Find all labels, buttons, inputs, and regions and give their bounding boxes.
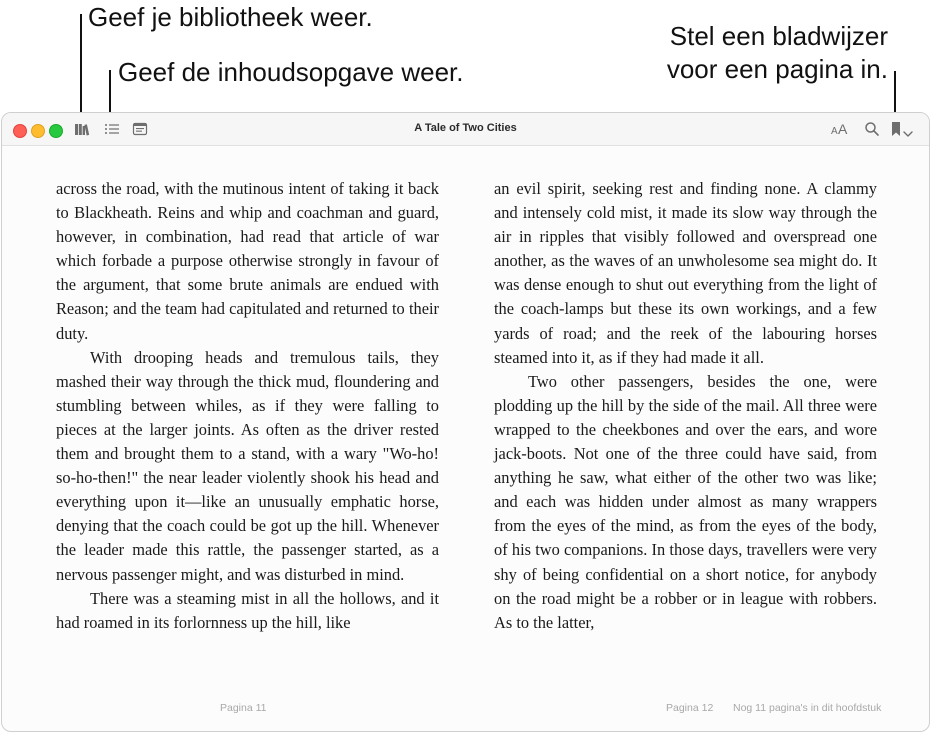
chevron-down-icon[interactable] [903, 125, 913, 143]
title-bar [2, 113, 929, 146]
callout-bookmark-line2: voor een pagina in. [666, 54, 888, 84]
callout-toc-leader [109, 70, 111, 118]
page-left-paragraph-2: With drooping heads and tremulous tails, they mashed their way through the thick mud, floundering and stumbling between whiles, as if they were falling to pieces at the larger joints. As often as the driver rested them and brought them to a stand, with a wary "Wo-ho! so-ho-then!" the near leader violently shook his head and everything upon it—like an unusually emphatic horse, denying that the coach could be got up the hill. Whenever the leader made this rattle, the passenger started, as a nervous passenger might, and was disturbed in mind. [56, 347, 439, 584]
page-right-paragraph-1: an evil spirit, seeking rest and finding none. A clammy and intensely cold mist, it made its slow way through the air in ripples that visibly followed and overspread one another, as the waves of an unwholesome sea might do. It was dense enough to shut out everything from the light of the coach-lamps but these its own workings, and a few yards of road; and the reek of the labouring horses steamed into it, as if they had made it all. [494, 179, 877, 367]
page-right [494, 177, 877, 635]
books-window [1, 112, 930, 732]
page-left-paragraph-1: across the road, with the mutinous intent of taking it back to Blackheath. Reins and whip and coachman and guard, however, in combination, had read that article of war which forbade a purpose otherwise strongly in favour of the argument, that some brute animals are endued with Reason; and the team had capitulated and returned to their duty. [56, 179, 439, 343]
window-title: A Tale of Two Cities [414, 122, 517, 134]
callout-bookmark-leader [894, 71, 896, 118]
search-icon[interactable] [864, 121, 880, 142]
callout-bookmark [640, 20, 888, 86]
page-right-paragraph-2: Two other passengers, besides the one, were plodding up the hill by the side of the mail. All three were wrapped to the cheekbones and over the ears, and wore jack-boots. Not one of the three could have said, from anything he saw, what either of the other two was like; and each was hidden under almost as many wrappers from the eyes of the mind, as from the eyes of the body, of his two companions. In those days, travellers were very shy of being confidential on a short notice, for anybody on the road might be a robber or in league with robbers. As to the latter, [494, 371, 877, 632]
page-left [56, 177, 439, 635]
svg-text:A: A [838, 121, 848, 137]
callout-toc: Geef de inhoudsopgave weer. [118, 57, 464, 87]
page-left-number: Pagina 11 [220, 702, 267, 714]
callout-library-leader [80, 14, 82, 118]
callout-bookmark-line1: Stel een bladwijzer [669, 21, 888, 51]
svg-text:A: A [831, 126, 838, 137]
chapter-pages-remaining: Nog 11 pagina's in dit hoofdstuk [733, 702, 882, 714]
bookmark-icon[interactable] [890, 121, 902, 142]
page-left-paragraph-3: There was a steaming mist in all the hollows, and it had roamed in its forlornness up the hill, like [56, 588, 439, 632]
callout-library: Geef je bibliotheek weer. [88, 2, 373, 32]
font-size-icon[interactable] [831, 121, 851, 142]
page-right-number: Pagina 12 [666, 702, 714, 714]
